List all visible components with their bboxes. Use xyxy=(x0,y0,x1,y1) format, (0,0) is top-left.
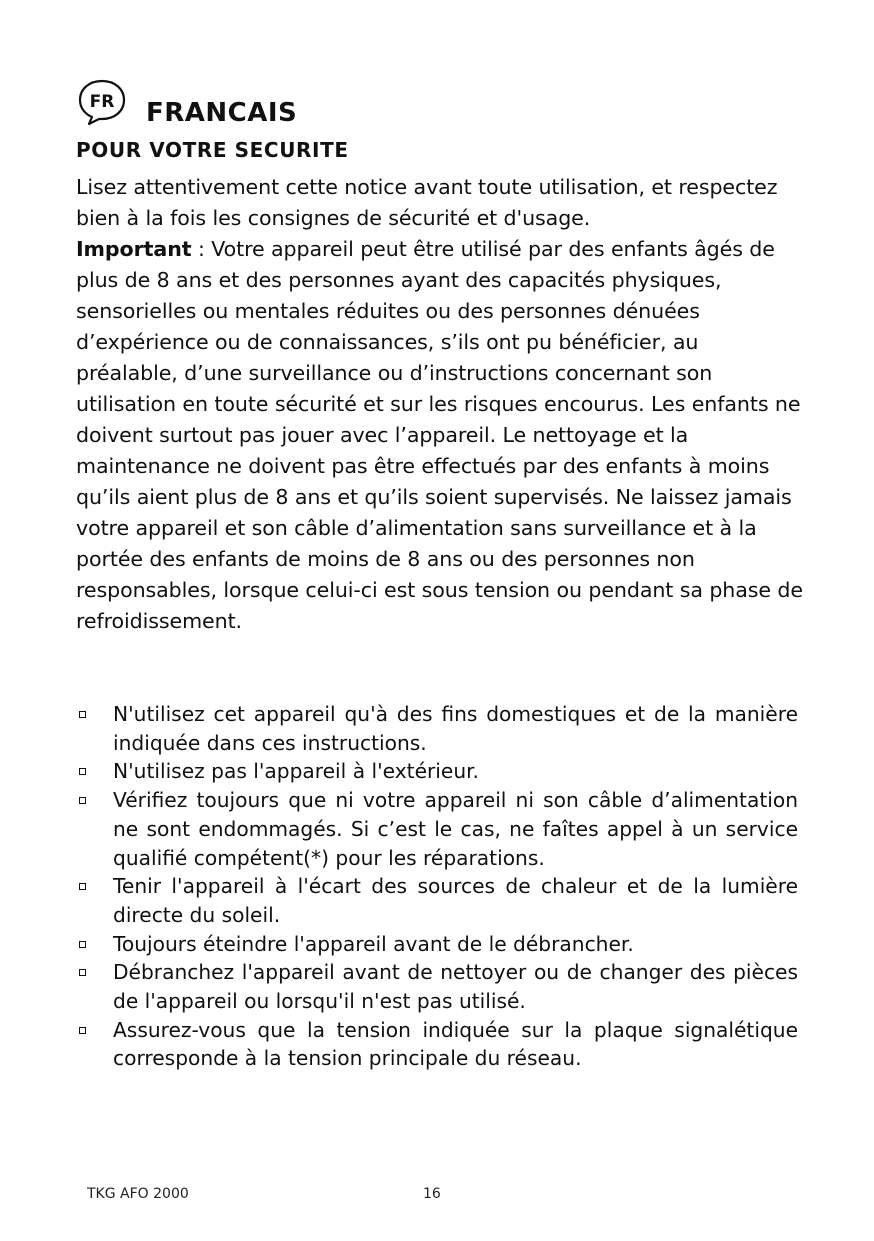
safety-list xyxy=(76,700,798,1073)
checkbox-bullet-icon xyxy=(79,711,86,718)
list-item: Tenir l'appareil à l'écart des sources de chaleur et de la lumière directe du soleil. xyxy=(76,872,798,929)
language-code: FR xyxy=(89,92,115,112)
list-item: Vérifiez toujours que ni votre appareil ni son câble d’alimentation ne sont endommagés. Si c’est le cas, ne faîtes appel à un service qualifié compétent(*) pour les réparations. xyxy=(76,786,798,872)
list-item: N'utilisez cet appareil qu'à des fins domestiques et de la manière indiquée dans ces instructions. xyxy=(76,700,798,757)
speech-bubble-icon xyxy=(76,78,128,126)
checkbox-bullet-icon xyxy=(79,768,86,775)
checkbox-bullet-icon xyxy=(79,1027,86,1034)
language-title: FRANCAIS xyxy=(146,98,298,128)
page-number: 16 xyxy=(423,1186,441,1202)
checkbox-bullet-icon xyxy=(79,883,86,890)
checkbox-bullet-icon xyxy=(79,797,86,804)
list-item: Débranchez l'appareil avant de nettoyer ou de changer des pièces de l'appareil ou lorsqu'il n'est pas utilisé. xyxy=(76,958,798,1015)
list-item: N'utilisez pas l'appareil à l'extérieur. xyxy=(76,757,798,786)
checkbox-bullet-icon xyxy=(79,941,86,948)
intro-paragraph: Lisez attentivement cette notice avant toute utilisation, et respectez bien à la fois les consignes de sécurité et d'usage. xyxy=(76,175,778,230)
list-item: Assurez-vous que la tension indiquée sur la plaque signalétique corresponde à la tension principale du réseau. xyxy=(76,1016,798,1073)
list-item: Toujours éteindre l'appareil avant de le débrancher. xyxy=(76,930,798,959)
checkbox-bullet-icon xyxy=(79,969,86,976)
section-title: POUR VOTRE SECURITE xyxy=(76,138,349,162)
intro-text xyxy=(76,172,806,637)
important-label: Important xyxy=(76,237,192,261)
important-text: : Votre appareil peut être utilisé par des enfants âgés de plus de 8 ans et des personnes ayant des capacités physiques, sensorielles ou mentales réduites ou des personnes dénuées d’expérience ou de connaissances, s’ils ont pu bénéficier, au préalable, d’une surveillance ou d’instructions concernant son utilisation en toute sécurité et sur les risques encourus. Les enfants ne doivent surtout pas jouer avec l’appareil. Le nettoyage et la maintenance ne doivent pas être effectués par des enfants à moins qu’ils aient plus de 8 ans et qu’ils soient supervisés. Ne laissez jamais votre appareil et son câble d’alimentation sans surveillance et à la portée des enfants de moins de 8 ans ou des personnes non responsables, lorsque celui-ci est sous tension ou pendant sa phase de refroidissement. xyxy=(76,237,803,633)
footer-model: TKG AFO 2000 xyxy=(87,1186,189,1202)
language-badge xyxy=(76,78,128,126)
